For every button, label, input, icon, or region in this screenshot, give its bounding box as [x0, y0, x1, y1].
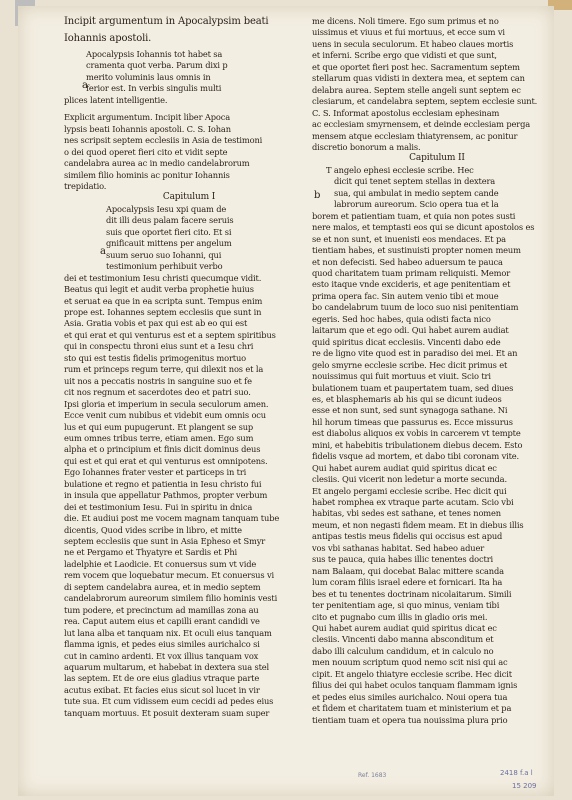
text-line: las septem. Et de ore eius gladius vtraque parte [64, 673, 260, 684]
text-line: nere malos, et temptasti eos qui se dicunt apostolos es [312, 222, 535, 233]
text-line: ne et Pergamo et Thyatyre et Sardis et Phi [64, 547, 238, 558]
text-line: tanquam mortuus. Et posuit dexteram suam super [64, 707, 270, 718]
initial-letter-a: a [82, 80, 88, 91]
text-line: Explicit argumentum. Incipit liber Apoca [64, 112, 231, 123]
text-line: in insula que appellatur Pathmos, propter verbum [64, 490, 268, 501]
text-line: rem vocem que loquebatur mecum. Et conuersus vi [64, 570, 275, 581]
text-line: bulatione et regno et patientia in Iesu christo fui [64, 478, 262, 489]
text-line: dit illi deus palam facere seruis [106, 215, 234, 226]
text-line: vos vbi sathanas habitat. Sed habeo aduer [312, 542, 485, 553]
shelfmark-number: 15 209 [512, 782, 537, 790]
text-line: dabo illi calculum candidum, et in calculo no [312, 645, 494, 656]
text-line: merito voluminis laus omnis in [86, 71, 211, 82]
text-line: egeris. Sed hoc habes, quia odisti facta nico [312, 313, 491, 324]
text-line: ter penitentiam age, si quo minus, veniam tibi [312, 600, 500, 611]
text-line: septem ecclesiis que sunt in Asia Epheso et Smyr [64, 536, 266, 547]
text-line: se et non sunt, et inuenisti eos mendaces. Et pa [312, 233, 506, 244]
text-line: prope est. Iohannes septem ecclesiis que sunt in [64, 306, 262, 317]
text-line: suis que oportet fieri cito. Et si [106, 226, 232, 237]
text-line: clesiarum, et candelabra septem, septem ecclesie sunt. [312, 96, 538, 107]
text-line: cipit. Et angelo thiatyre ecclesie scribe. Hec dicit [312, 668, 512, 679]
text-line: dicit qui tenet septem stellas in dextera [334, 176, 496, 187]
text-line: lum coram filiis israel edere et fornicari. Ita ha [312, 577, 503, 588]
text-line: Ego Iohannes frater vester et particeps in tri [64, 467, 247, 478]
text-line: lus et qui eum pupugerunt. Et plangent se sup [64, 421, 254, 432]
left-text-column [64, 16, 314, 719]
text-line: di septem candelabra aurea, et in medio septem [64, 581, 261, 592]
text-line: fidelis vsque ad mortem, et dabo tibi coronam vite. [312, 451, 520, 462]
text-line: Beatus qui legit et audit verba prophetie huius [64, 284, 254, 295]
text-line: est diabolus aliquos ex vobis in carcerem vt tempte [312, 428, 521, 439]
text-line: tute sua. Et cum vidissem eum cecidi ad pedes eius [64, 696, 274, 707]
text-line: T angelo ephesi ecclesie scribe. Hec [326, 164, 474, 175]
text-line: mensem atque ecclesiam thiatyrensem, ac ponitur [312, 130, 518, 141]
text-line: tum podere, et precinctum ad mamillas zona au [64, 604, 259, 615]
text-line: Asia. Gratia vobis et pax qui est ab eo qui est [64, 318, 248, 329]
text-line: uens in secula seculorum. Et habeo claues mortis [312, 38, 514, 49]
text-line: stellarum quas vidisti in dextera mea, et septem can [312, 73, 525, 84]
text-line: et qui erat et qui venturus est et a septem spiritibus [64, 329, 276, 340]
text-line: eum omnes tribus terre, etiam amen. Ego sum [64, 432, 254, 443]
text-line: gelo smyrne ecclesie scribe. Hec dicit primus et [312, 359, 508, 370]
text-line: Capitulum II [409, 153, 465, 164]
text-line: rum et princeps regum terre, qui dilexit nos et la [64, 364, 264, 375]
text-line: lypsis beati Iohannis apostoli. C. S. Iohan [64, 123, 231, 134]
text-line: Ecce venit cum nubibus et videbit eum omnis ocu [64, 410, 266, 421]
text-line: dicentis, Quod vides scribe in libro, et mitte [64, 524, 242, 535]
text-line: nouissimus qui fuit mortuus et viuit. Scio tri [312, 371, 491, 382]
text-line: Incipit argumentum in Apocalypsim beati [64, 16, 269, 27]
text-line: Iohannis apostoli. [64, 32, 152, 44]
text-line: et pedes eius similes aurichalco. Noui opera tua [312, 691, 508, 702]
text-line: sua, qui ambulat in medio septem cande [334, 187, 499, 198]
text-line: et seruat ea que in ea scripta sunt. Tempus enim [64, 295, 263, 306]
text-line: tientiam tuam et opera tua nouissima plura prio [312, 714, 508, 725]
text-line: et inferni. Scribe ergo que vidisti et que sunt, [312, 50, 497, 61]
text-line: re de ligno vite quod est in paradiso dei mei. Et an [312, 348, 518, 359]
text-line: dei et testimonium Iesu. Fui in spiritu in dnica [64, 501, 253, 512]
text-line: alpha et o principium et finis dicit dominus deus [64, 444, 261, 455]
text-line: C. S. Informat apostolus ecclesiam ephesinam [312, 107, 500, 118]
text-line: Apocalypsis Iesu xpi quam de [106, 203, 227, 214]
text-line: cit nos regnum et sacerdotes deo et patri suo. [64, 387, 251, 398]
text-line: qui est et qui erat et qui venturus est omnipotens. [64, 455, 268, 466]
text-line: suum seruo suo Iohanni, qui [106, 249, 222, 260]
text-line: discretio bonorum a malis. [312, 141, 421, 152]
text-line: Apocalypsis Iohannis tot habet sa [86, 49, 223, 59]
text-line: cito et pugnabo cum illis in gladio oris mei. [312, 611, 488, 622]
text-line: nes scripsit septem ecclesiis in Asia de testimoni [64, 135, 263, 146]
text-line: dei et testimonium Iesu christi quecumque vidit. [64, 272, 262, 283]
library-stamp: Ref. 1683 [358, 772, 387, 779]
text-line: habitas, vbi sedes est sathane, et tenes nomen [312, 508, 501, 519]
text-line: quod charitatem tuam primam reliquisti. Memor [312, 267, 511, 278]
text-line: filius dei qui habet oculos tanquam flammam ignis [312, 680, 518, 691]
text-line: Et angelo pergami ecclesie scribe. Hec dicit qui [312, 485, 507, 496]
text-line: ferior est. In verbis singulis multi [86, 83, 222, 94]
initial-letter-a-2: a [100, 246, 106, 257]
text-line: die. Et audiui post me vocem magnam tanquam tube [64, 513, 280, 524]
text-line: Qui habet aurem audiat quid spiritus dicat ec [312, 623, 497, 634]
text-line: labrorum aureorum. Scio opera tua et la [334, 199, 499, 210]
text-line: bes et tu tenentes doctrinam nicolaitarum. Simili [312, 588, 512, 599]
text-line: similem filio hominis ac ponitur Iohannis [64, 169, 230, 180]
text-line: nam Balaam, qui docebat Balac mittere scanda [312, 565, 504, 576]
text-line: uissimus et viuus et fui mortuus, et ecce sum vi [312, 27, 505, 38]
text-line: plices latent intelligentie. [64, 94, 168, 105]
text-line: ladelphie et Laodicie. Et conuersus sum vt vide [64, 558, 257, 569]
text-line: lut lana alba et tanquam nix. Et oculi eius tanquam [64, 627, 272, 638]
text-line: mini, et habebitis tribulationem diebus decem. Esto [312, 439, 523, 450]
text-line: gnificauit mittens per angelum [106, 238, 232, 249]
text-line: candelabrorum aureorum similem filio hominis vesti [64, 593, 278, 604]
text-line: tientiam habes, et sustinuisti propter nomen meum [312, 245, 521, 256]
text-line: et que oportet fieri post hec. Sacramentum septem [312, 61, 520, 72]
initial-letter-b: b [314, 190, 321, 201]
text-line: flamma ignis, et pedes eius similes aurichalco si [64, 639, 260, 650]
text-line: cramenta quot verba. Parum dixi p [86, 60, 228, 71]
text-line: candelabra aurea ac in medio candelabrorum [64, 158, 250, 169]
text-line: laitarum que et ego odi. Qui habet aurem audiat [312, 325, 509, 336]
text-line: trepidatio. [64, 180, 107, 191]
text-line: o dei quod operet fieri cito et vidit septe [64, 146, 228, 157]
text-line: Capitulum I [162, 192, 216, 203]
text-line: cut in camino ardenti. Et vox illius tanquam vox [64, 650, 259, 661]
text-line: habet romphea ex vtraque parte acutam. Scio vbi [312, 497, 514, 508]
text-line: delabra aurea. Septem stelle angeli sunt septem ec [312, 84, 521, 95]
text-line: uit nos a peccatis nostris in sanguine suo et fe [64, 375, 252, 386]
text-line: aquarum multarum, et habebat in dextera sua stel [64, 662, 270, 673]
text-line: esto itaque vnde excideris, et age penitentiam et [312, 279, 511, 290]
text-line: es, et blasphemaris ab his qui se dicunt iudeos [312, 393, 502, 404]
text-line: hil horum timeas que passurus es. Ecce missurus [312, 416, 513, 427]
text-line: meum, et non negasti fidem meam. Et in diebus illis [312, 519, 524, 530]
text-line: bulationem tuam et paupertatem tuam, sed diues [312, 382, 514, 393]
text-line: quid spiritus dicat ecclesiis. Vincenti dabo ede [312, 336, 501, 347]
text-line: testimonium perhibuit verbo [106, 261, 223, 272]
text-line: sus te pauca, quia habes illic tenentes doctri [312, 554, 494, 565]
text-line: sto qui est testis fidelis primogenitus mortuo [64, 352, 247, 363]
shelfmark-stamp: 2418 f.a l [500, 769, 533, 777]
text-line: rea. Caput autem eius et capilli erant candidi ve [64, 616, 260, 627]
text-line: Ipsi gloria et imperium in secula seculorum amen. [64, 398, 269, 409]
text-line: qui in conspectu throni eius sunt et a Iesu chri [64, 341, 254, 352]
text-line: clesiis. Qui vicerit non ledetur a morte secunda. [312, 474, 507, 485]
text-line: antipas testis meus fidelis qui occisus est apud [312, 531, 503, 542]
text-line: prima opera fac. Sin autem venio tibi et moue [312, 290, 499, 301]
text-line: bo candelabrum tuum de loco suo nisi penitentiam [312, 302, 519, 313]
text-line: esse et non sunt, sed sunt synagoga sathane. Ni [312, 405, 508, 416]
text-line: Qui habet aurem audiat quid spiritus dicat ec [312, 462, 497, 473]
text-line: acutus exibat. Et facies eius sicut sol lucet in vir [64, 684, 260, 695]
text-line: ac ecclesiam smyrnensem, et deinde ecclesiam perga [312, 119, 531, 130]
text-line: clesiis. Vincenti dabo manna absconditum et [312, 634, 494, 645]
right-text-column [312, 16, 562, 726]
text-line: borem et patientiam tuam, et quia non potes susti [312, 210, 516, 221]
text-line: et non defecisti. Sed habeo aduersum te pauca [312, 256, 503, 267]
text-line: me dicens. Noli timere. Ego sum primus et no [312, 16, 499, 26]
text-line: et fidem et charitatem tuam et ministerium et pa [312, 703, 512, 714]
text-line: men nouum scriptum quod nemo scit nisi qui ac [312, 657, 508, 668]
